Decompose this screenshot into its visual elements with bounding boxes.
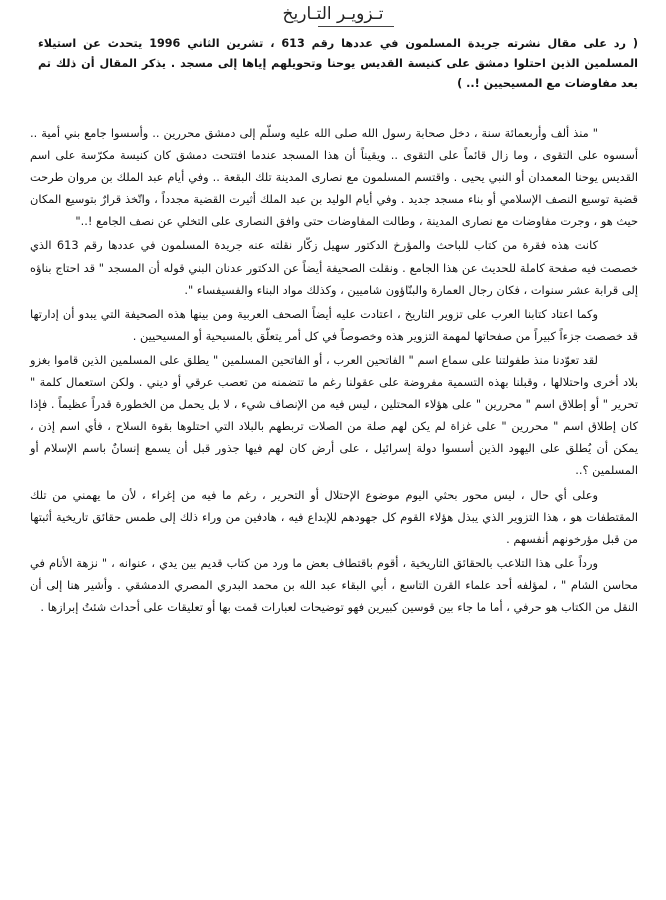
title-underline [318,26,394,27]
paragraph-source: كانت هذه فقرة من كتاب للباحث والمؤرخ الدكتور سهيل زكّار نقلته عنه جريدة المسلمون في عددها رقم 613 الذي خصصت فيه صفحة كاملة للحديث عن هذا الجامع . ونقلت الصحيفة أيضاً عن الدكتور عدنان البني قوله أن المسجد " قد احتاج بناؤه إلى قرابة عشر سنوات ، فكان رجال العمارة والبنّاؤون شاميين ، وكذلك مواد البناء والفسيفساء ". [30,238,638,297]
paragraph-old-book: ورداً على هذا التلاعب بالحقائق التاريخية ، أقوم باقتطاف بعض ما ورد من كتاب قديم بين يدي ، عنوانه ، " نزهة الأنام في محاسن الشام " ، لمؤلفه أحد علماء القرن التاسع ، أبي البقاء عبد الله بن محمد البدري المصري الدمشقي . وأشير هنا إلى أن النقل من الكتاب هو حرفي ، أما ما جاء بين قوسين كبيرين فهو توضيحات لعبارات قمت بها أو تعليقات على أحداث شئتُ إبرازها . [30,555,638,614]
paragraph-quote: " منذ ألف وأربعمائة سنة ، دخل صحابة رسول الله صلى الله عليه وسلّم إلى دمشق محررين .. وأسسوا جامع بني أمية .. أسسوه على التقوى ، وما زال قائماً على التقوى .. ويقيناً أن هذا المسجد عندما افتتحت دمشق كان كنيسة مكرّسة على اسم القديس يوحنا المعمدان أو النبي يحيى . واقتسم المسلمون مع نصارى المدينة تلك البقعة .. وفي أيام عبد الملك بن مروان طرحت قضية توسيع النصف الإسلامي أو بناء مسجد جديد . وفي أيام الوليد بن عبد الملك أثيرت القضية مجدداً ، واتّخذ قرارٌ بتوسيع المكان حيث هو ، وجرت مفاوضات مع نصارى المدينة ، وطالت المفاوضات حتى وافق النصارى على التخلي عن نصف الجامع !.." [30,126,638,229]
paragraph-focus: وعلى أي حال ، ليس محور بحثي اليوم موضوع الإحتلال أو التحرير ، رغم ما فيه من إغراء ، لأن ما يهمني من تلك المقتطفات هو ، هذا التزوير الذي يبذل هؤلاء القوم كل جهودهم للإبداع فيه ، هادفين من وراء ذلك إلى طمس حقائق تاريخية أثبتها من قبل مؤرخونهم أنفسهم . [30,487,638,546]
intro-note: ( رد على مقال نشرته جريدة المسلمون في عددها رقم 613 ، تشرين الثاني 1996 يتحدث عن استيلاء المسلمين الذين احتلوا دمشق على كنيسة القديس يوحنا وتحويلهم إياها إلى مسجد . يذكر المقال أن ذلك تم بعد مفاوضات مع المسيحيين !.. ) [38,37,638,90]
article-body [30,122,638,618]
page-title: تـزويـر التـاريخ [282,4,384,24]
paragraph-liberators: لقد تعوّدنا منذ طفولتنا على سماع اسم " الفاتحين العرب ، أو الفاتحين المسلمين " يطلق على المسلمين الذين قاموا بغزو بلاد أخرى واحتلالها ، وقبلنا بهذه التسمية مفروضة على عقولنا رغم ما تتضمنه من تعصب عرقي أو ديني . ولكن استعمال كلمة " تحرير " أو إطلاق اسم " محررين " على هؤلاء المحتلين ، ليس فيه من الإنصاف شيء ، لا بل يحمل من الخطورة قدراً عظيماً . فإذا كان إطلاق اسم " محررين " على غزاة لم يكن لهم صلة من الصلات تربطهم بالبلاد التي احتلوها بقوة السلاح ، فأي اسم إذن ، يمكن أن يُطلق على اليهود الذين أسسوا دولة إسرائيل ، على أرض كان لهم فيها جذور قبل أن يسمع إنسانٌ باسم الإسلام أو المسلمين ؟.. [30,352,638,478]
paragraph-falsification: وكما اعتاد كتابنا العرب على تزوير التاريخ ، اعتادت عليه أيضاً الصحف العربية ومن بينها هذه الصحيفة التي يبدو أن إدارتها قد خصصت جزءاً كبيراً من صفحاتها لمهمة التزوير هذه وخصوصاً في كل أمر يتعلّق بالمسيحية أو المسيحيين . [30,306,638,343]
